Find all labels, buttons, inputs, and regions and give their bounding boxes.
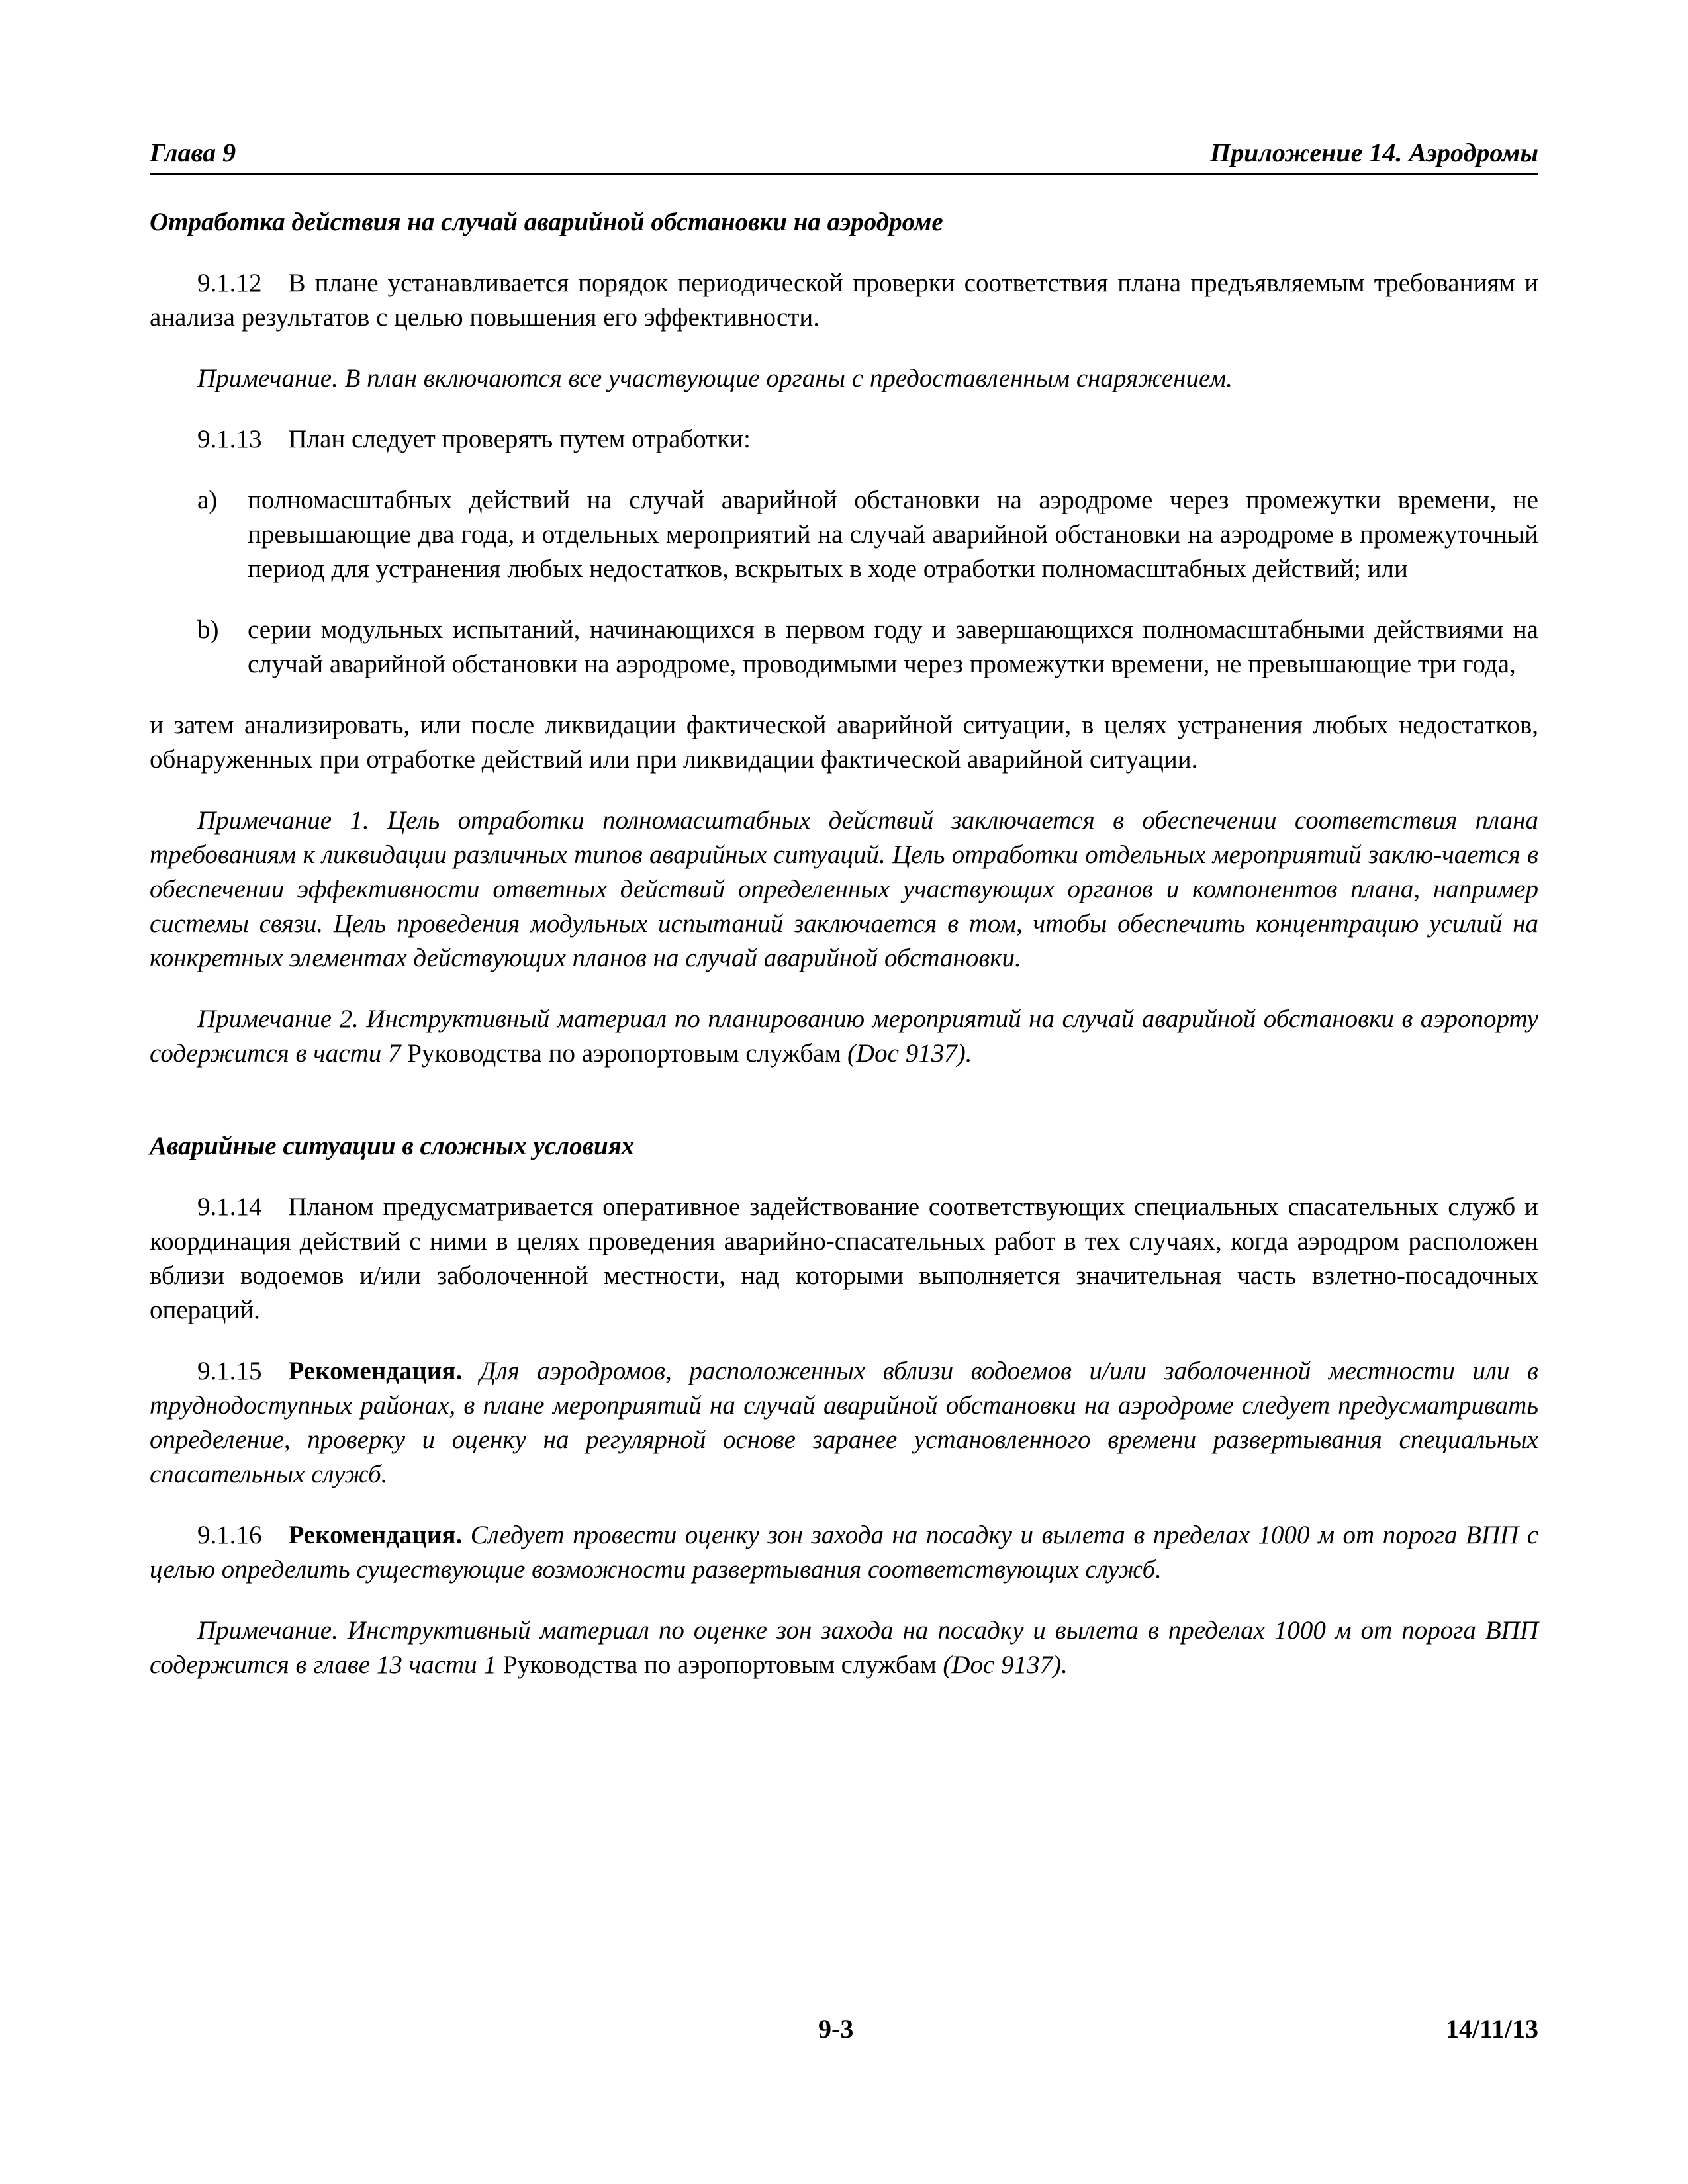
paragraph-text: Для аэродромов, расположенных вблизи водоемов и/или заболоченной местности или в труднодоступных районах, в плане мероприятий на случай аварийной обстановки на аэродроме следует предусматривать определение, проверку и оценку на регулярной основе заранее установленного времени развертывания специальных спасательных служб. — [150, 1357, 1539, 1488]
list-item-b — [150, 613, 1538, 682]
paragraph-number: 9.1.12 — [197, 269, 262, 297]
paragraph-number: 9.1.14 — [197, 1193, 262, 1221]
paragraph-text: План следует проверять путем отработки: — [288, 425, 751, 453]
note-participating-agencies: Примечание. В план включаются все участвующие органы с предоставленным снаряжением. — [197, 364, 1233, 392]
paragraph-9-1-13 — [150, 422, 1538, 457]
list-item-a — [150, 483, 1538, 586]
running-header — [150, 136, 1538, 175]
section-title-difficult-environments: Аварийные ситуации в сложных условиях — [150, 1132, 635, 1160]
doc-reference: (Doc 9137). — [841, 1039, 972, 1068]
header-annex-title: Приложение 14. Аэродромы — [1209, 138, 1538, 167]
list-item-text: полномасштабных действий на случай аварийной обстановки на аэродроме через промежутки времени, не превышающие два года, и отдельных мероприятий на случай аварийной обстановки на аэродроме в промежуточный период для устранения любых недостатков, вскрытых в ходе отработки полномасштабных действий; или — [248, 486, 1538, 583]
paragraph-number: 9.1.16 — [197, 1521, 262, 1549]
amendment-date: 14/11/13 — [1445, 2014, 1538, 2044]
header-chapter: Глава 9 — [150, 138, 236, 167]
section-title-exercises: Отработка действия на случай аварийной обстановки на аэродроме — [150, 208, 943, 236]
paragraph-text: Следует провести оценку зон захода на посадку и вылета в пределах 1000 м от порога ВПП с целью определить существующие возможности развертывания соответствующих служб. — [150, 1521, 1539, 1584]
note-2-guidance-material — [150, 1002, 1538, 1071]
page-number: 9-3 — [818, 2014, 854, 2044]
paragraph-number: 9.1.13 — [197, 425, 262, 453]
note-text: Примечание 2. Инструктивный материал по планированию мероприятий на случай аварийной обстановки в аэропорту содержится в части 7 — [150, 1005, 1538, 1068]
note-text: Примечание. Инструктивный материал по оценке зон захода на посадку и вылета в пределах 1000 м от порога ВПП содержится в главе 13 части 1 — [150, 1616, 1538, 1679]
list-marker: b) — [197, 615, 219, 644]
note-approach-departure-areas — [150, 1614, 1538, 1682]
exercise-list — [150, 483, 1538, 682]
paragraph-text: Планом предусматривается оперативное задействование соответствующих специальных спасательных служб и координация действий с ними в целях проведения аварийно-спасательных работ в тех случаях, когда аэродром расположен вблизи водоемов и/или заболоченной местности, над которыми выполняется значительная часть взлетно-посадочных операций. — [150, 1193, 1538, 1324]
list-marker: a) — [197, 486, 218, 514]
paragraph-text: В плане устанавливается порядок периодической проверки соответствия плана предъявляемым требованиям и анализа результатов с целью повышения его эффективности. — [150, 269, 1538, 332]
page-content — [150, 136, 1538, 1682]
paragraph-after-list: и затем анализировать, или после ликвидации фактической аварийной ситуации, в целях устранения любых недостатков, обнаруженных при отработке действий или при ликвидации фактической аварийной ситуации. — [150, 711, 1538, 774]
paragraph-9-1-15 — [150, 1354, 1538, 1492]
paragraph-9-1-12 — [150, 266, 1538, 335]
note-1-exercise-purpose: Примечание 1. Цель отработки полномасштабных действий заключается в обеспечении соответствия плана требованиям к ликвидации различных типов аварийных ситуаций. Цель отработки отдельных мероприятий заклю-чается в обеспечении эффективности ответных действий определенных участвующих органов и компонентов плана, например системы связи. Цель проведения модульных испытаний заключается в том, чтобы обеспечить концентрацию усилий на конкретных элементах действующих планов на случай аварийной обстановки. — [150, 806, 1538, 972]
paragraph-number: 9.1.15 — [197, 1357, 262, 1385]
recommendation-label: Рекомендация. — [288, 1521, 463, 1549]
doc-title: Руководства по аэропортовым службам — [407, 1039, 841, 1068]
paragraph-9-1-16 — [150, 1518, 1538, 1587]
recommendation-label: Рекомендация. — [288, 1357, 463, 1385]
doc-reference: (Doc 9137). — [936, 1651, 1068, 1679]
paragraph-9-1-14 — [150, 1190, 1538, 1328]
doc-title: Руководства по аэропортовым службам — [502, 1651, 937, 1679]
list-item-text: серии модульных испытаний, начинающихся в первом году и завершающихся полномасштабными действиями на случай аварийной обстановки на аэродроме, проводимыми через промежутки времени, не превышающие три года, — [248, 615, 1538, 678]
